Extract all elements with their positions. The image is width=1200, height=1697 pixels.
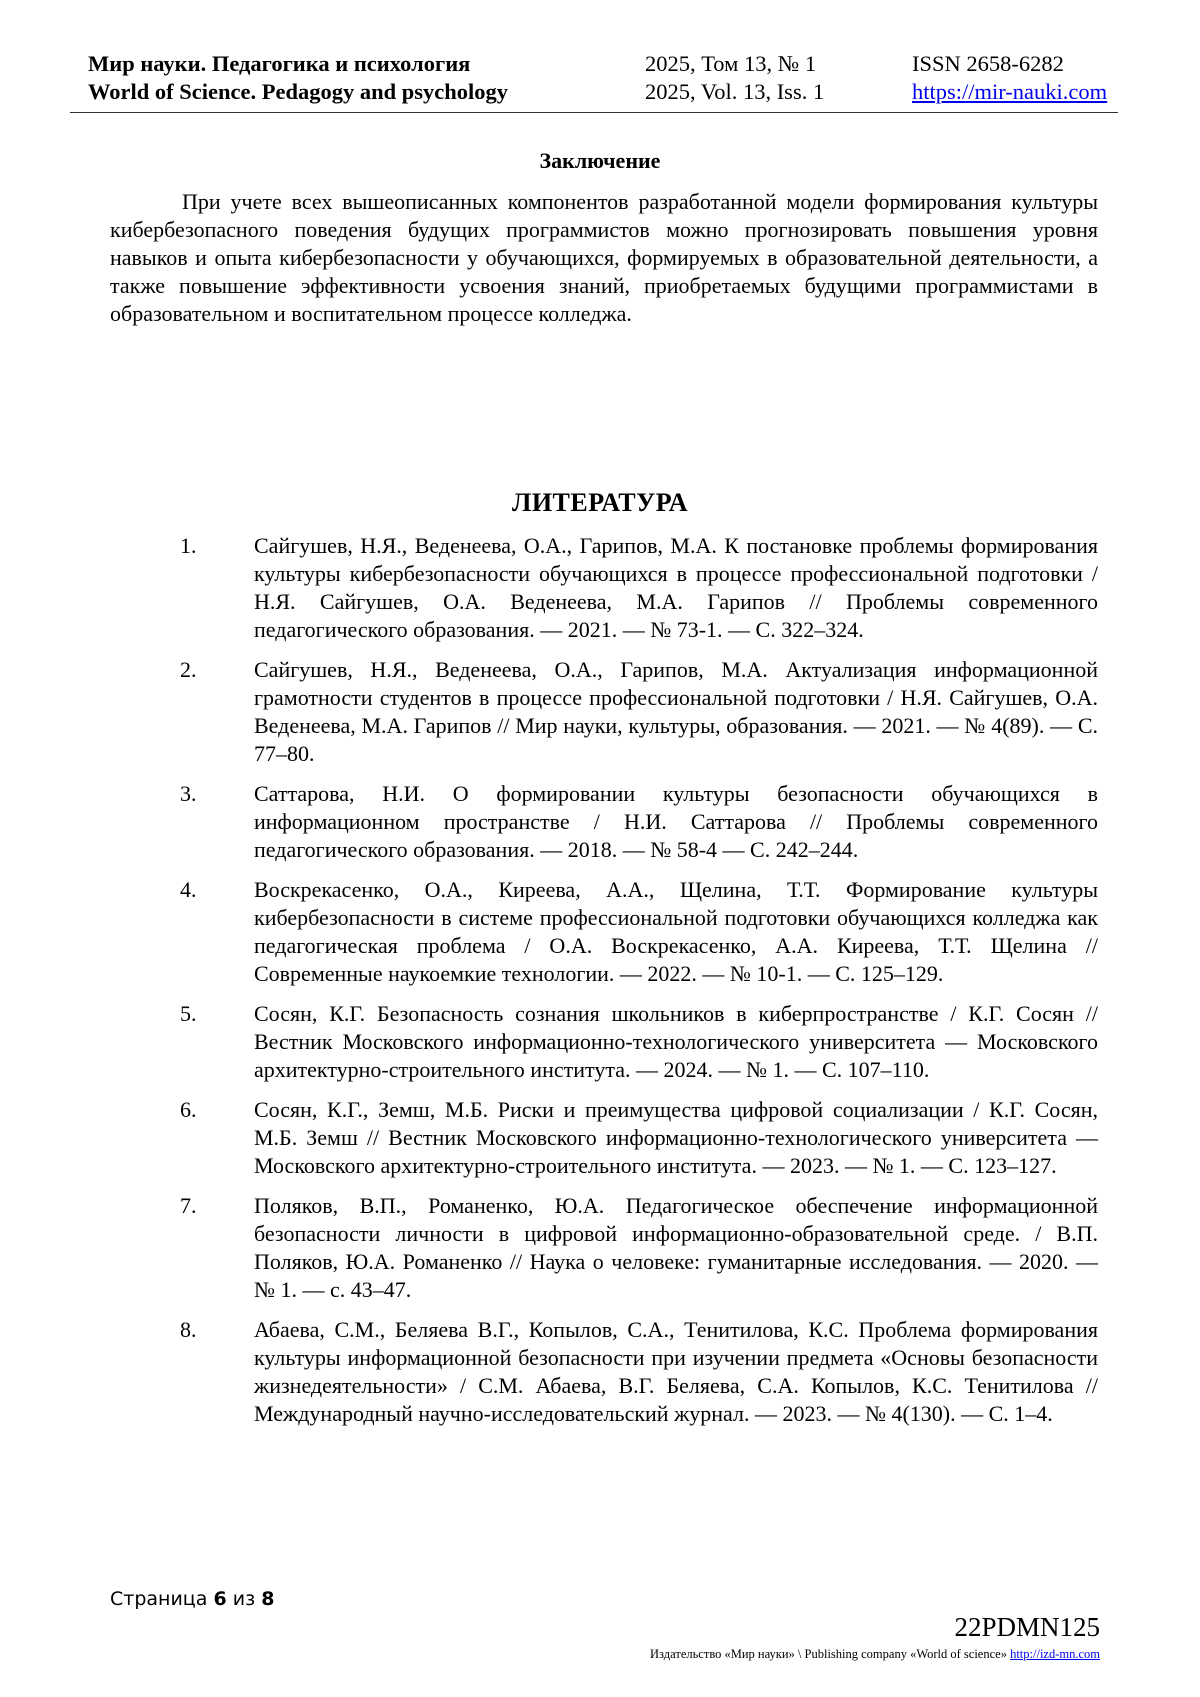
reference-text: Сосян, К.Г., Земш, М.Б. Риски и преимущества цифровой социализации / К.Г. Сосян, М.Б. Земш // Вестник Московского информационно-технологического университета — Московского архитектурно-строительного института. — 2023. — № 1. — С. 123–127. — [254, 1097, 1098, 1178]
reference-text: Абаева, С.М., Беляева В.Г., Копылов, С.А., Тенитилова, К.С. Проблема формирования культуры информационной безопасности при изучении предмета «Основы безопасности жизнедеятельности» / С.М. Абаева, В.Г. Беляева, С.А. Копылов, К.С. Тенитилова // Международный научно-исследовательский журнал. — 2023. — № 4(130). — С. 1–4. — [254, 1317, 1098, 1426]
issue-block — [645, 50, 824, 106]
reference-text: Поляков, В.П., Романенко, Ю.А. Педагогическое обеспечение информационной безопасности личности в цифровой информационно-образовательной среде. / В.П. Поляков, Ю.А. Романенко // Наука о человеке: гуманитарные исследования. — 2020. — № 1. — с. 43–47. — [254, 1193, 1098, 1302]
journal-url-link[interactable]: https://mir-nauki.com — [912, 79, 1108, 104]
publisher-url-link[interactable]: http://izd-mn.com — [1010, 1647, 1100, 1661]
reference-number: 7. — [180, 1193, 197, 1218]
page-indicator — [110, 1588, 274, 1610]
reference-text: Воскрекасенко, О.А., Киреева, А.А., Щелина, Т.Т. Формирование культуры кибербезопасности в системе профессиональной подготовки обучающихся колледжа как педагогическая проблема / О.А. Воскрекасенко, А.А. Киреева, Т.Т. Щелина // Современные наукоемкие технологии. — 2022. — № 10-1. — С. 125–129. — [254, 877, 1098, 986]
reference-item — [180, 876, 1098, 988]
reference-number: 1. — [180, 533, 197, 558]
journal-title-ru: Мир науки. Педагогика и психология — [88, 51, 471, 76]
article-code: 22PDMN125 — [954, 1612, 1100, 1642]
issue-en: 2025, Vol. 13, Iss. 1 — [645, 79, 825, 104]
reference-number: 5. — [180, 1001, 197, 1026]
page-total: 8 — [261, 1588, 275, 1610]
publisher-line — [650, 1647, 1100, 1662]
conclusion-heading: Заключение — [539, 148, 661, 173]
page-current: 6 — [213, 1588, 227, 1610]
reference-number: 2. — [180, 657, 197, 682]
reference-number: 4. — [180, 877, 197, 902]
journal-title-en: World of Science. Pedagogy and psychology — [88, 79, 509, 104]
reference-text: Сайгушев, Н.Я., Веденеева, О.А., Гарипов, М.А. Актуализация информационной грамотности студентов в процессе профессиональной подготовки / Н.Я. Сайгушев, О.А. Веденеева, М.А. Гарипов // Мир науки, культуры, образования. — 2021. — № 4(89). — С. 77–80. — [254, 657, 1098, 766]
reference-item — [180, 1000, 1098, 1084]
reference-text: Саттарова, Н.И. О формировании культуры безопасности обучающихся в информационном пространстве / Н.И. Саттарова // Проблемы современного педагогического образования. — 2018. — № 58-4 — С. 242–244. — [254, 781, 1098, 862]
reference-number: 8. — [180, 1317, 197, 1342]
reference-text: Сосян, К.Г. Безопасность сознания школьников в киберпространстве / К.Г. Сосян // Вестник Московского информационно-технологического университета — Московского архитектурно-строительного института. — 2024. — № 1. — С. 107–110. — [254, 1001, 1098, 1082]
references-list — [180, 532, 1098, 1440]
reference-item — [180, 1192, 1098, 1304]
page-prefix: Страница — [110, 1588, 208, 1610]
header-divider — [70, 112, 1118, 113]
journal-header — [88, 50, 1118, 112]
reference-item — [180, 1316, 1098, 1428]
issn-block — [912, 50, 1107, 106]
journal-title-block — [88, 50, 508, 106]
reference-item — [180, 656, 1098, 768]
reference-number: 6. — [180, 1097, 197, 1122]
issue-ru: 2025, Том 13, № 1 — [645, 51, 817, 76]
reference-text: Сайгушев, Н.Я., Веденеева, О.А., Гарипов, М.А. К постановке проблемы формирования культуры кибербезопасности обучающихся в процессе профессиональной подготовки / Н.Я. Сайгушев, О.А. Веденеева, М.А. Гарипов // Проблемы современного педагогического образования. — 2021. — № 73-1. — С. 322–324. — [254, 533, 1098, 642]
reference-item — [180, 780, 1098, 864]
reference-item — [180, 532, 1098, 644]
reference-number: 3. — [180, 781, 197, 806]
reference-item — [180, 1096, 1098, 1180]
conclusion-paragraph: При учете всех вышеописанных компонентов разработанной модели формирования культуры кибербезопасного поведения будущих программистов можно прогнозировать повышения уровня навыков и опыта кибербезопасности у обучающихся, формируемых в образовательной деятельности, а также повышение эффективности усвоения знаний, приобретаемых будущими программистами в образовательном и воспитательном процессе колледжа. — [110, 189, 1098, 326]
references-heading: ЛИТЕРАТУРА — [511, 488, 689, 517]
issn: ISSN 2658-6282 — [912, 51, 1064, 76]
page-separator: из — [232, 1588, 256, 1610]
publisher-text: Издательство «Мир науки» \ Publishing company «World of science» — [650, 1647, 1007, 1661]
